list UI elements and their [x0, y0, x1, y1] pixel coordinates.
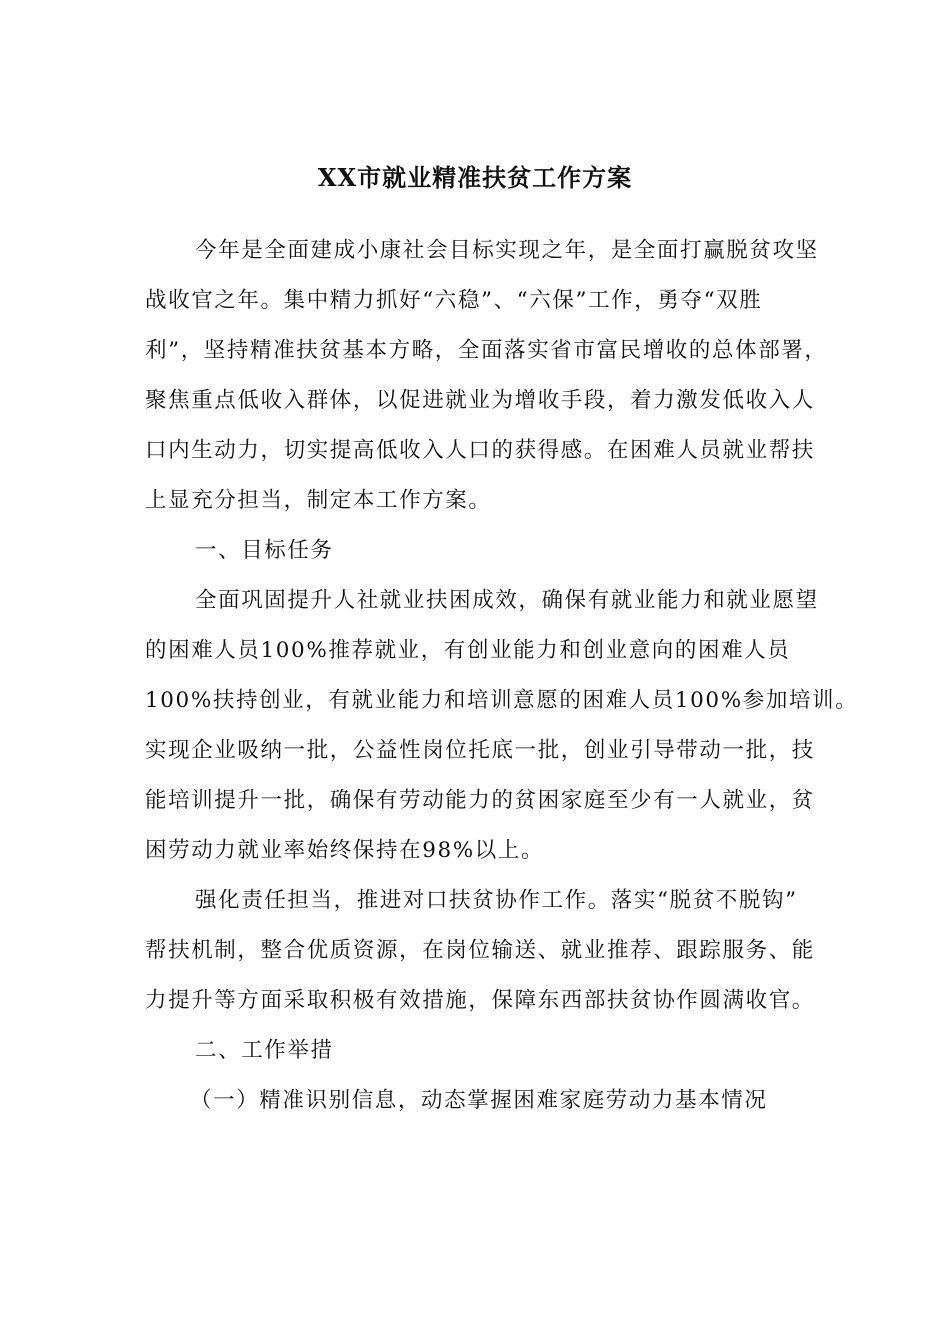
intro-line-5: 口内生动力，切实提高低收入人口的获得感。在困难人员就业帮扶: [145, 438, 815, 463]
section1-para1-line-3: 100%扶持创业，有就业能力和培训意愿的困难人员100%参加培训。: [145, 688, 859, 713]
section1-para1-line-2: 的困难人员100%推荐就业，有创业能力和创业意向的困难人员: [145, 638, 791, 663]
section1-para1-line-5: 能培训提升一批，确保有劳动能力的贫困家庭至少有一人就业，贫: [145, 788, 815, 813]
intro-line-2: 战收官之年。集中精力抓好“六稳”、“六保”工作，勇夺“双胜: [145, 288, 763, 313]
section1-para1-line-4: 实现企业吸纳一批，公益性岗位托底一批，创业引导带动一批，技: [145, 738, 815, 763]
intro-line-6: 上显充分担当，制定本工作方案。: [145, 488, 492, 513]
section1-para1-line-6: 困劳动力就业率始终保持在98%以上。: [145, 838, 545, 863]
section1-para1-line-1: 全面巩固提升人社就业扶困成效，确保有就业能力和就业愿望: [195, 588, 819, 613]
intro-line-1: 今年是全面建成小康社会目标实现之年，是全面打赢脱贫攻坚: [195, 238, 819, 263]
section1-para2-line-1: 强化责任担当，推进对口扶贫协作工作。落实“脱贫不脱钩”: [195, 888, 798, 913]
section2-subheading-1: （一）精准识别信息，动态掌握困难家庭劳动力基本情况: [190, 1088, 768, 1113]
section1-heading: 一、目标任务: [195, 538, 334, 563]
document-title: XX市就业精准扶贫工作方案: [317, 163, 633, 192]
section1-para2-line-3: 力提升等方面采取积极有效措施，保障东西部扶贫协作圆满收官。: [145, 988, 815, 1013]
section1-para2-line-2: 帮扶机制，整合优质资源，在岗位输送、就业推荐、跟踪服务、能: [145, 938, 815, 963]
section2-heading: 二、工作举措: [195, 1038, 334, 1063]
intro-line-3: 利”，坚持精准扶贫基本方略，全面落实省市富民增收的总体部署，: [145, 338, 828, 363]
intro-line-4: 聚焦重点低收入群体，以促进就业为增收手段，着力激发低收入人: [145, 388, 815, 413]
